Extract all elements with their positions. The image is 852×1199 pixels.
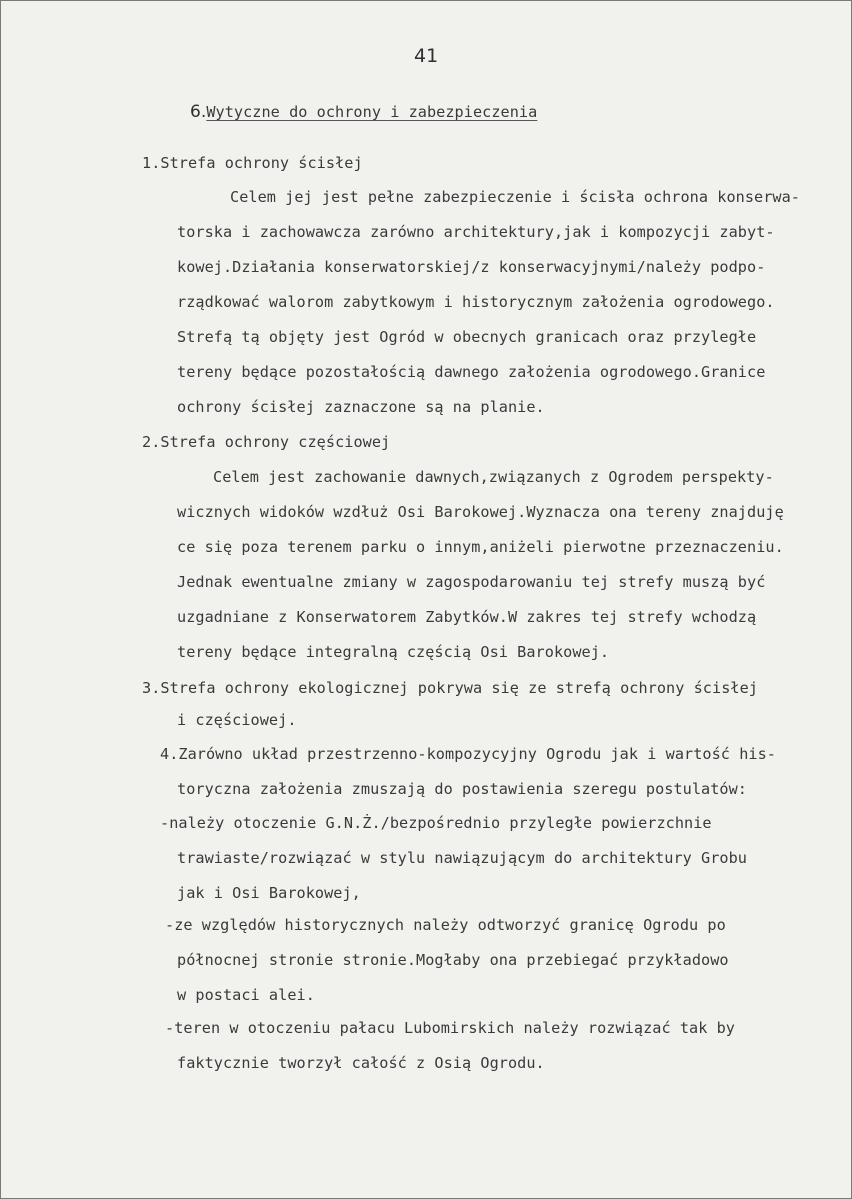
text-line: 3.Strefa ochrony ekologicznej pokrywa się ze strefą ochrony ścisłej [142,679,758,697]
text-line: północnej stronie stronie.Mogłaby ona przebiegać przykładowo [177,951,729,969]
text-line: w postaci alei. [177,986,315,1004]
text-line: rządkować walorom zabytkowym i historycznym założenia ogrodowego. [177,293,775,311]
text-line: -należy otoczenie G.N.Ż./bezpośrednio przyległe powierzchnie [160,814,712,832]
text-line: trawiaste/rozwiązać w stylu nawiązującym do architektury Grobu [177,849,748,867]
text-line: tereny będące pozostałością dawnego założenia ogrodowego.Granice [177,363,766,381]
text-line: Strefą tą objęty jest Ogród w obecnych granicach oraz przyległe [177,328,757,346]
page-number: 41 [414,45,439,67]
text-line: ce się poza terenem parku o innym,aniżeli pierwotne przeznaczeniu. [177,538,784,556]
text-line: -teren w otoczeniu pałacu Lubomirskich należy rozwiązać tak by [165,1019,736,1037]
text-line: jak i Osi Barokowej, [177,884,361,902]
text-line: -ze względów historycznych należy odtworzyć granicę Ogrodu po [165,916,726,934]
text-line: 1.Strefa ochrony ścisłej [142,154,363,172]
text-line: 2.Strefa ochrony częściowej [142,433,391,451]
text-line: kowej.Działania konserwatorskiej/z konserwacyjnymi/należy podpo- [177,258,766,276]
text-line: tereny będące integralną częścią Osi Barokowej. [177,643,610,661]
text-line: ochrony ścisłej zaznaczone są na planie. [177,398,545,416]
text-line: torska i zachowawcza zarówno architektury,jak i kompozycji zabyt- [177,223,775,241]
text-line: Jednak ewentualne zmiany w zagospodarowaniu tej strefy muszą być [177,573,766,591]
section-number: 6. [190,102,207,122]
text-line: faktycznie tworzył całość z Osią Ogrodu. [177,1054,545,1072]
text-line: uzgadniane z Konserwatorem Zabytków.W zakres tej strefy wchodzą [177,608,757,626]
section-title: Wytyczne do ochrony i zabezpieczenia [206,103,538,121]
text-line: wicznych widoków wzdłuż Osi Barokowej.Wyznacza ona tereny znajduję [177,503,784,521]
text-line: Celem jest zachowanie dawnych,związanych z Ogrodem perspekty- [213,468,774,486]
text-line: toryczna założenia zmuszają do postawienia szeregu postulatów: [177,780,748,798]
text-line: i częściowej. [177,711,297,729]
section-heading [190,102,537,122]
text-line: 4.Zarówno układ przestrzenno-kompozycyjny Ogrodu jak i wartość his- [160,745,776,763]
text-line: Celem jej jest pełne zabezpieczenie i ścisła ochrona konserwa- [230,188,801,206]
